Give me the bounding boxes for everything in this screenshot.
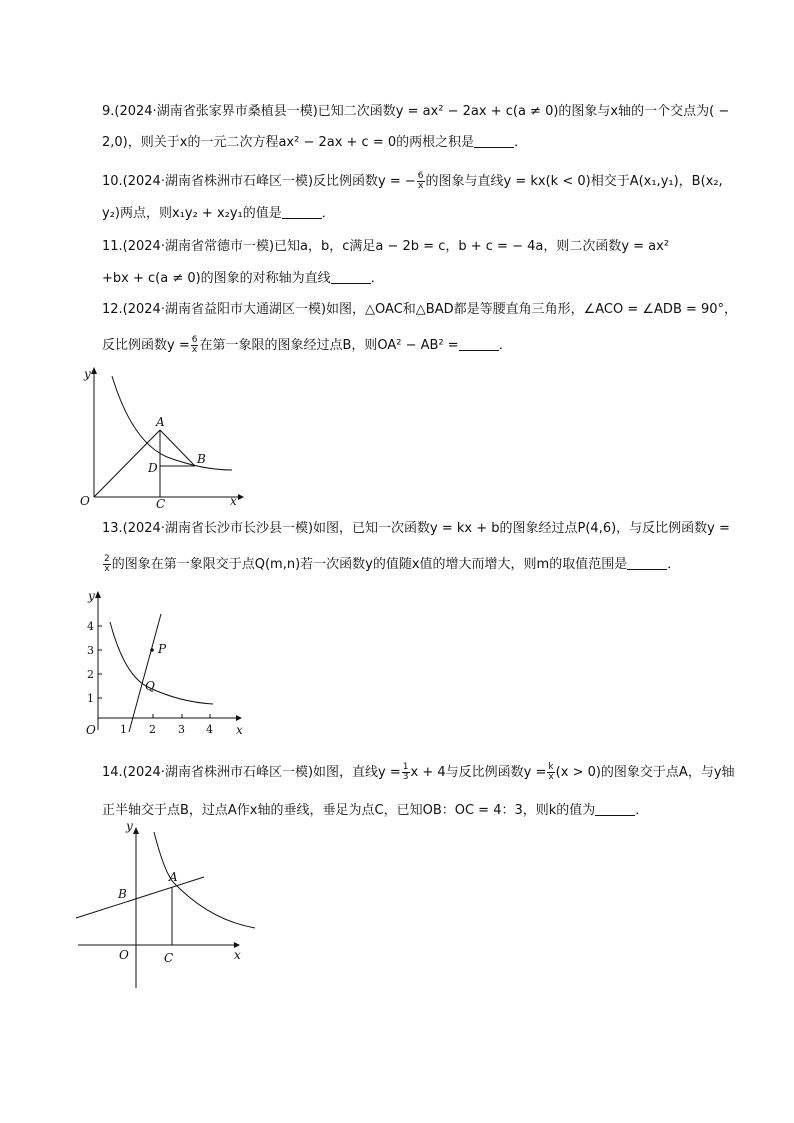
problem-10-text-2: y₂)两点，则x₁y₂ + x₂y₁的值是 bbox=[102, 206, 282, 221]
fraction-numerator: k bbox=[548, 762, 554, 772]
label-x: x bbox=[236, 723, 243, 737]
hyperbola-curve bbox=[112, 376, 232, 470]
label-C: C bbox=[156, 497, 166, 511]
fraction-numerator: 2 bbox=[104, 554, 110, 564]
y-tick-label-1: 1 bbox=[87, 692, 94, 705]
problem-12-text-1: 12.(2024·湖南省益阳市大通湖区一模)如图，△OAC和△BAD都是等腰直角三角形，∠ACO = ∠ADB = 90°， bbox=[102, 302, 738, 317]
answer-blank[interactable] bbox=[459, 338, 499, 351]
problem-11-text-1: 11.(2024·湖南省常德市一模)已知a，b，c满足a − 2b = c，b + c = − 4a，则二次函数y = ax² bbox=[102, 239, 670, 254]
fraction bbox=[402, 763, 410, 782]
label-x: x bbox=[230, 494, 237, 508]
problem-9-text-1: 9.(2024·湖南省张家界市桑植县一模)已知二次函数y = ax² − 2ax + c(a ≠ 0)的图象与x轴的一个交点为( − bbox=[102, 104, 730, 119]
label-C: C bbox=[164, 951, 174, 965]
label-y: y bbox=[84, 367, 91, 381]
problem-10-text-1b: 的图象与直线y = kx(k < 0)相交于A(x₁,y₁)，B(x₂, bbox=[425, 174, 723, 189]
label-A: A bbox=[156, 415, 165, 429]
problem-9-line-2 bbox=[102, 134, 527, 152]
x-axis-arrow bbox=[236, 715, 242, 721]
fraction bbox=[547, 763, 554, 782]
x-tick-label-2: 2 bbox=[149, 723, 156, 736]
answer-blank[interactable] bbox=[627, 557, 667, 570]
problem-11-text-2: +bx + c(a ≠ 0)的图象的对称轴为直线 bbox=[102, 271, 331, 286]
problem-11-line-1 bbox=[102, 238, 669, 256]
answer-blank[interactable] bbox=[282, 206, 322, 219]
answer-blank[interactable] bbox=[595, 803, 635, 816]
fraction bbox=[417, 172, 425, 191]
period: ． bbox=[667, 557, 681, 572]
problem-11-line-2 bbox=[102, 270, 384, 288]
answer-blank[interactable] bbox=[331, 271, 371, 284]
label-D: D bbox=[148, 461, 158, 475]
y-axis-arrow bbox=[91, 367, 97, 374]
x-tick-label-1: 1 bbox=[120, 723, 127, 736]
label-x: x bbox=[234, 948, 241, 962]
x-tick-label-4: 4 bbox=[206, 723, 213, 736]
label-O: O bbox=[119, 948, 129, 962]
period: ． bbox=[370, 271, 384, 286]
fraction-denominator: x bbox=[548, 772, 554, 782]
problem-12-figure bbox=[72, 362, 252, 512]
period: ． bbox=[321, 206, 335, 221]
problem-13-text-2: 的图象在第一象限交于点Q(m,n)若一次函数y的值随x值的增大而增大，则m的取值范围是 bbox=[111, 557, 628, 572]
problem-14-text-1a: 14.(2024·湖南省株洲市石峰区一模)如图，直线y = bbox=[102, 765, 401, 780]
problem-10-text-1a: 10.(2024·湖南省株洲市石峰区一模)反比例函数y = − bbox=[102, 174, 416, 189]
fraction-denominator: x bbox=[191, 345, 198, 355]
problem-12-text-2a: 反比例函数y = bbox=[102, 338, 190, 353]
label-P: P bbox=[158, 642, 167, 656]
period: ． bbox=[498, 338, 512, 353]
label-O: O bbox=[80, 494, 90, 508]
problem-14-line-2 bbox=[102, 802, 648, 820]
label-B: B bbox=[118, 887, 127, 901]
problem-13-line-2 bbox=[102, 555, 680, 574]
y-axis-arrow bbox=[95, 591, 101, 598]
problem-9-text-2: 2,0)，则关于x的一元二次方程ax² − 2ax + c = 0的两根之积是 bbox=[102, 135, 475, 150]
period: ． bbox=[635, 803, 649, 818]
problem-13-figure bbox=[80, 588, 260, 738]
fraction-numerator: 1 bbox=[402, 762, 409, 772]
x-tick-label-3: 3 bbox=[178, 723, 185, 736]
problem-13-line-1 bbox=[102, 520, 730, 538]
y-axis-arrow bbox=[133, 827, 139, 834]
label-y: y bbox=[126, 819, 133, 833]
problem-14-line-1 bbox=[102, 763, 735, 782]
problem-14-text-1c: (x > 0)的图象交于点A，与y轴 bbox=[555, 765, 735, 780]
answer-blank[interactable] bbox=[474, 135, 514, 148]
problem-9-line-1 bbox=[102, 103, 729, 121]
y-tick-label-3: 3 bbox=[87, 644, 94, 657]
period: ． bbox=[514, 135, 528, 150]
line-through-P-Q bbox=[129, 614, 161, 732]
point-P bbox=[150, 648, 154, 652]
line-AB bbox=[76, 877, 204, 918]
problem-14-text-1b: x + 4与反比例函数y = bbox=[410, 765, 547, 780]
x-axis-arrow bbox=[238, 494, 244, 500]
problem-14-text-2: 正半轴交于点B，过点A作x轴的垂线，垂足为点C，已知OB：OC = 4：3，则k的值为 bbox=[102, 803, 596, 818]
fraction-denominator: 3 bbox=[402, 772, 409, 782]
fraction bbox=[103, 555, 111, 574]
problem-14-figure bbox=[70, 820, 260, 995]
fraction bbox=[191, 336, 199, 355]
problem-12-text-2b: 在第一象限的图象经过点B，则OA² − AB² = bbox=[199, 338, 459, 353]
label-y: y bbox=[88, 589, 95, 603]
problem-13-text-1: 13.(2024·湖南省长沙市长沙县一模)如图，已知一次函数y = kx + b的图象经过点P(4,6)，与反比例函数y = bbox=[102, 521, 730, 536]
hyperbola-curve bbox=[110, 622, 213, 704]
y-tick-label-2: 2 bbox=[87, 668, 94, 681]
label-B: B bbox=[197, 452, 206, 466]
fraction-numerator: 6 bbox=[191, 335, 198, 345]
fraction-denominator: x bbox=[104, 564, 110, 574]
label-A: A bbox=[169, 870, 178, 884]
y-tick-label-4: 4 bbox=[87, 620, 94, 633]
problem-12-line-2 bbox=[102, 336, 512, 355]
problem-10-line-2 bbox=[102, 205, 335, 223]
problem-12-line-1 bbox=[102, 301, 737, 319]
problem-10-line-1 bbox=[102, 172, 723, 191]
fraction-denominator: x bbox=[417, 181, 424, 191]
label-Q: Q bbox=[145, 679, 155, 693]
label-O: O bbox=[86, 723, 96, 737]
fraction-numerator: 6 bbox=[417, 171, 424, 181]
